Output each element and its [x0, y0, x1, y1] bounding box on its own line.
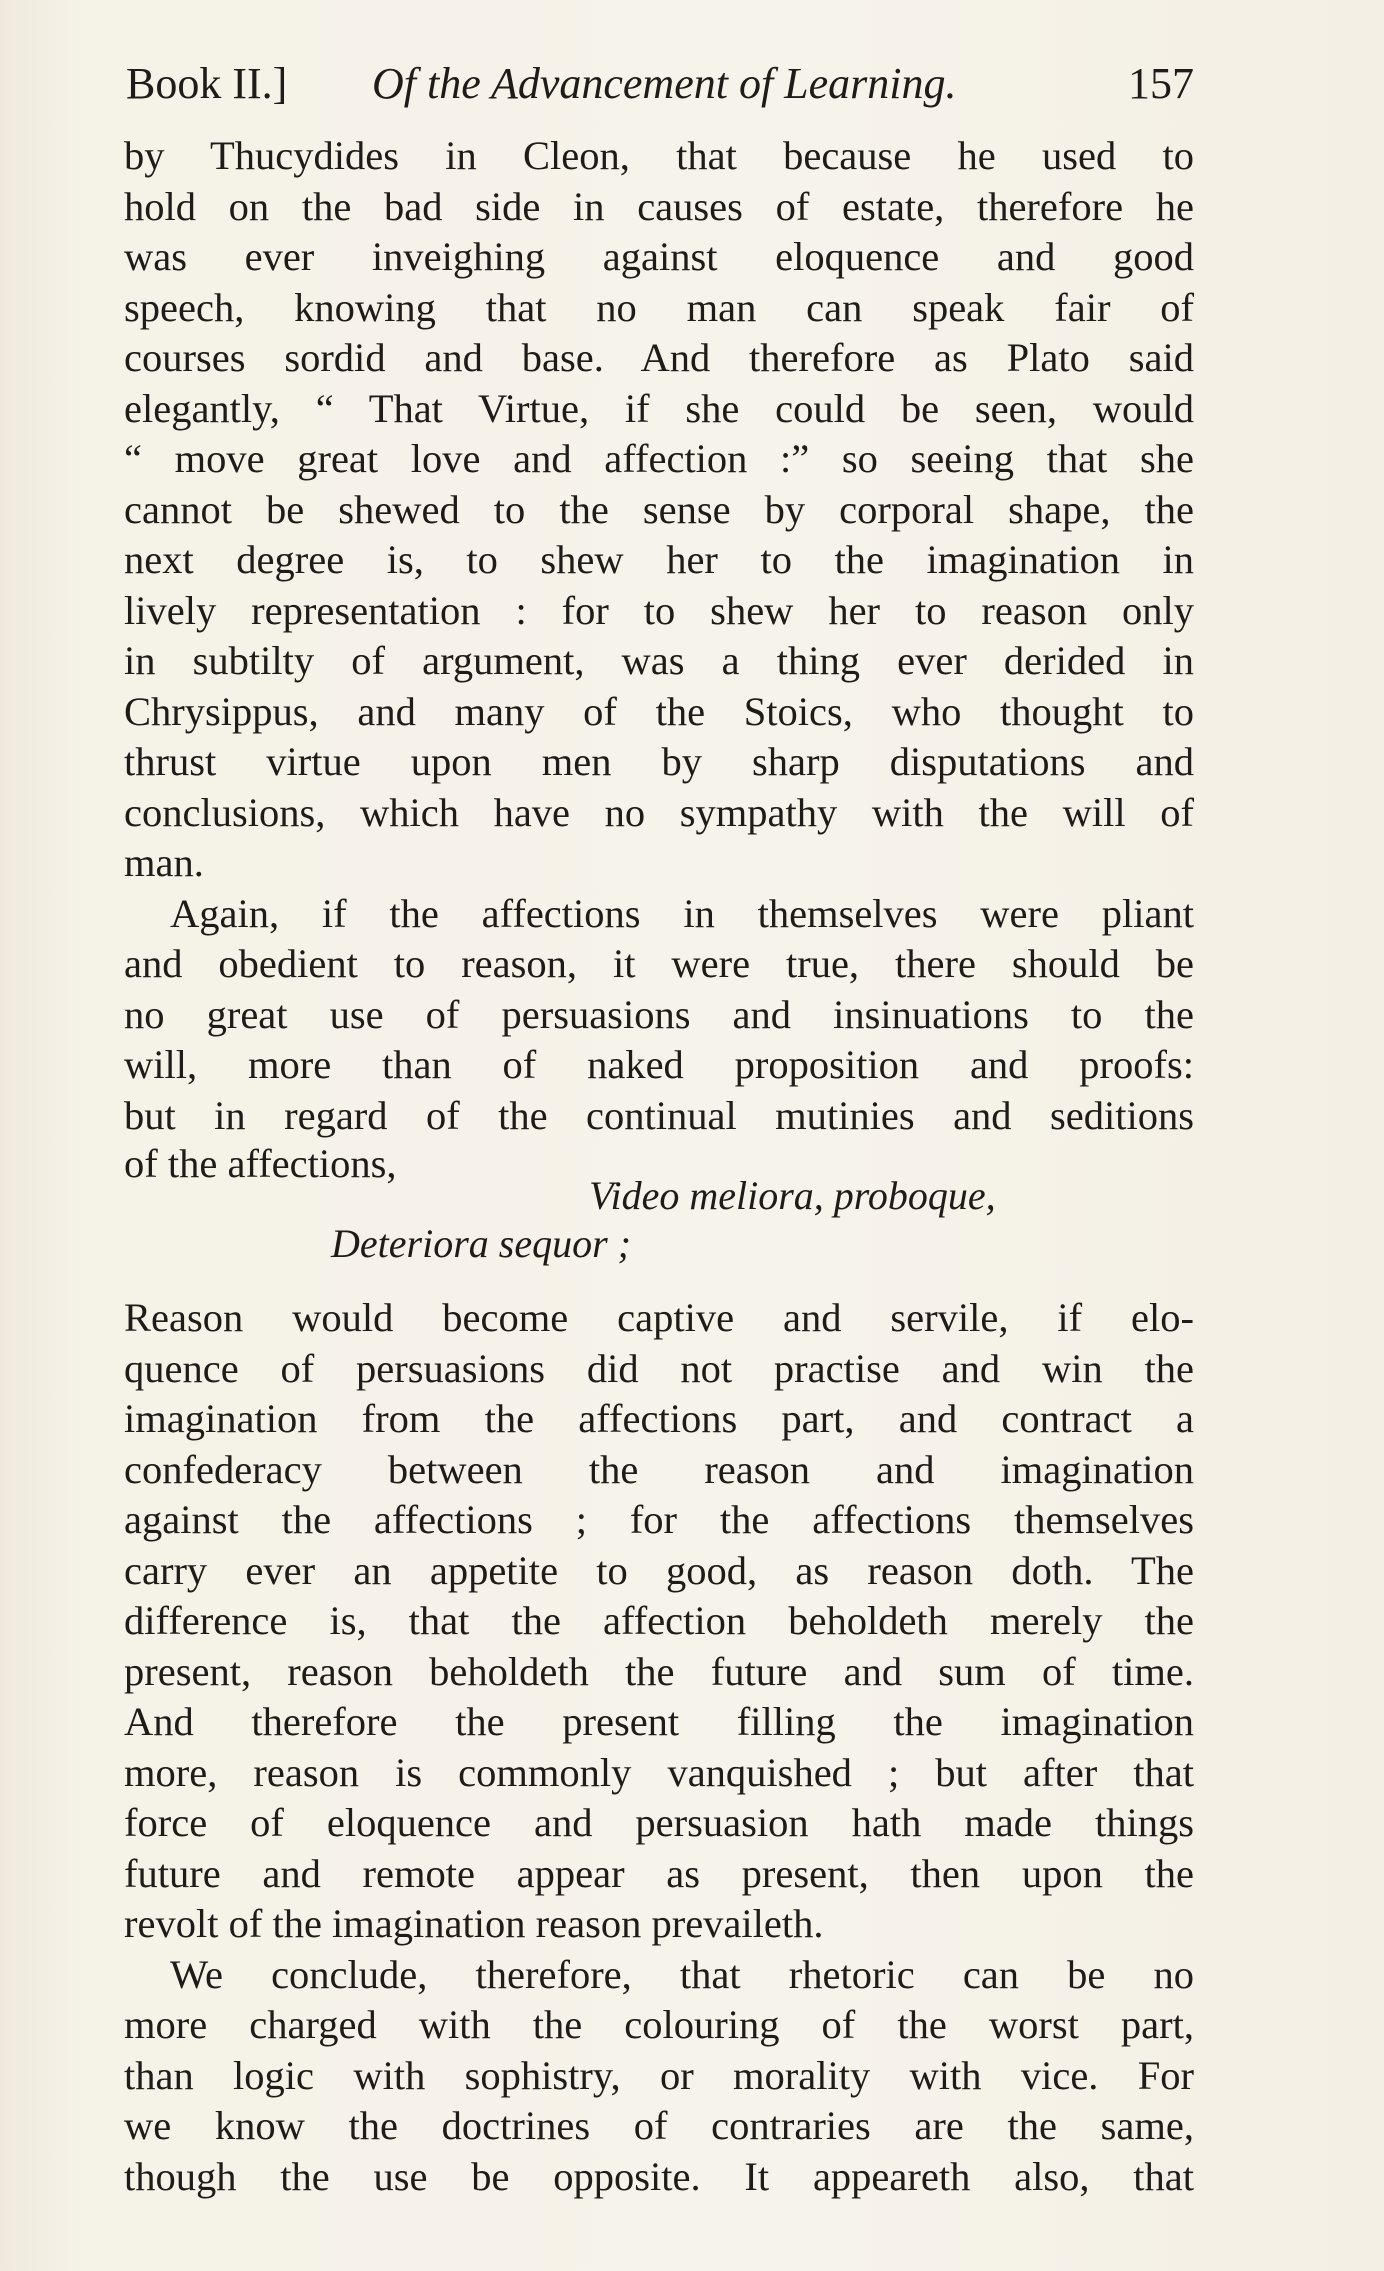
text-line: man. [124, 840, 204, 885]
text-line: Chrysippus, and many of the Stoics, who thought to [124, 688, 1194, 734]
text-line: and obedient to reason, it were true, there should be [124, 941, 1194, 986]
text-line: revolt of the imagination reason prevaileth. [124, 1901, 824, 1946]
book-reference: Book II.] [126, 59, 288, 108]
text-line: confederacy between the reason and imagination [124, 1446, 1194, 1492]
paragraph-3 [124, 1293, 1194, 1950]
text-line: against the affections ; for the affections themselves [124, 1497, 1194, 1542]
text-line: elegantly, “ That Virtue, if she could be seen, would [124, 385, 1194, 431]
text-line: quence of persuasions did not practise and win the [124, 1345, 1194, 1391]
text-line: will, more than of naked proposition and proofs: [124, 1042, 1194, 1087]
paragraph-2 [124, 889, 1194, 1294]
text-line: was ever inveighing against eloquence and good [124, 234, 1194, 279]
paragraph-4 [124, 1950, 1194, 2203]
body-text [124, 131, 1194, 2202]
page-number: 157 [1128, 59, 1194, 108]
text-line: but in regard of the continual mutinies and seditions [124, 1092, 1194, 1138]
text-line: courses sordid and base. And therefore as Plato said [124, 335, 1194, 380]
text-line: imagination from the affections part, and contract a [124, 1396, 1194, 1441]
running-title: Of the Advancement of Learning. [372, 59, 957, 108]
text-line: thrust virtue upon men by sharp disputations and [124, 739, 1194, 784]
text-line: we know the doctrines of contraries are the same, [124, 2103, 1194, 2148]
quote-line-1: Video meliora, proboque, [589, 1173, 996, 1218]
text-line: We conclude, therefore, that rhetoric can be no [170, 1951, 1194, 1997]
quote-lead-in: of the affections, [124, 1141, 397, 1186]
paragraph-1 [124, 131, 1194, 889]
text-line: future and remote appear as present, then upon the [124, 1850, 1194, 1896]
verse-quotation [124, 1141, 1194, 1293]
text-line: than logic with sophistry, or morality with vice. For [124, 2052, 1194, 2098]
text-line: speech, knowing that no man can speak fair of [124, 284, 1194, 330]
text-line: And therefore the present filling the imagination [124, 1699, 1194, 1744]
text-line: next degree is, to shew her to the imagination in [124, 537, 1194, 582]
text-line: cannot be shewed to the sense by corporal shape, the [124, 486, 1194, 532]
running-header [126, 54, 1194, 114]
text-line: Reason would become captive and servile, if elo- [124, 1295, 1194, 1340]
text-line: Again, if the affections in themselves were pliant [170, 890, 1194, 936]
text-line: more charged with the colouring of the worst part, [124, 2002, 1194, 2047]
text-line: by Thucydides in Cleon, that because he used to [124, 133, 1194, 178]
text-line: more, reason is commonly vanquished ; but after that [124, 1749, 1194, 1795]
text-line: in subtilty of argument, was a thing ever derided in [124, 638, 1194, 683]
text-line: lively representation : for to shew her to reason only [124, 587, 1194, 633]
quote-line-2: Deteriora sequor ; [331, 1221, 631, 1266]
text-line: present, reason beholdeth the future and sum of time. [124, 1648, 1194, 1694]
text-line: conclusions, which have no sympathy with the will of [124, 789, 1194, 835]
text-line: difference is, that the affection beholdeth merely the [124, 1598, 1194, 1643]
text-line: force of eloquence and persuasion hath made things [124, 1800, 1194, 1845]
text-line: though the use be opposite. It appeareth also, that [124, 2153, 1194, 2199]
text-line: carry ever an appetite to good, as reason doth. The [124, 1547, 1194, 1593]
text-line: “ move great love and affection :” so seeing that she [124, 436, 1194, 481]
text-line: hold on the bad side in causes of estate, therefore he [124, 183, 1194, 229]
text-line: no great use of persuasions and insinuations to the [124, 991, 1194, 1037]
